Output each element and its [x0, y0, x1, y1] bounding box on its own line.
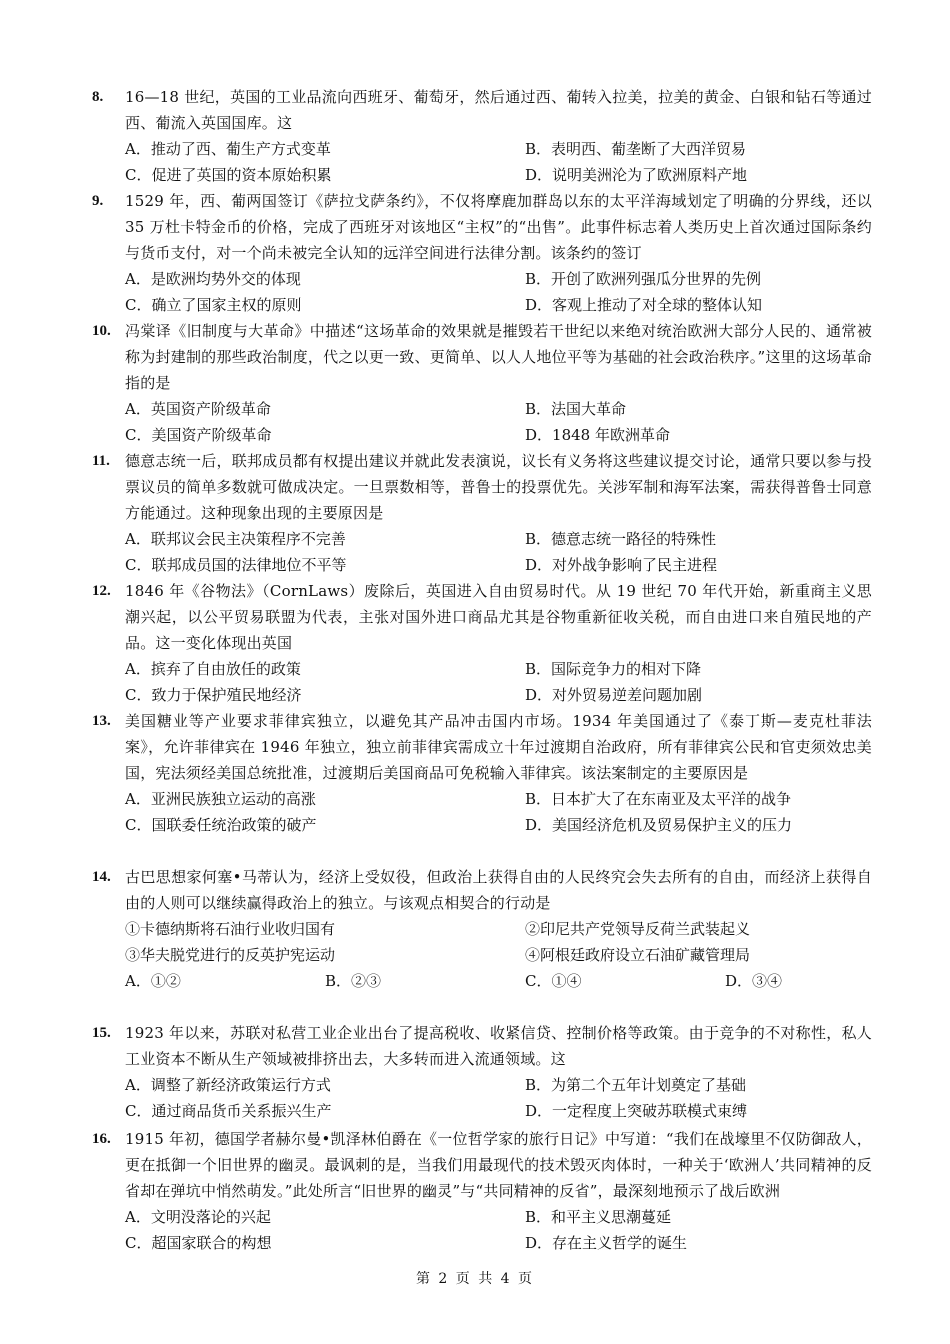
question-14 [92, 864, 872, 994]
option-a: A．摈弃了自由放任的政策 [125, 660, 301, 678]
question-15 [92, 1020, 872, 1124]
option-b: B．国际竞争力的相对下降 [525, 660, 702, 678]
question-stem: 德意志统一后，联邦成员都有权提出建议并就此发表演说，议长有义务将这些建议提交讨论，通常只要以参与投票议员的简单多数就可做成决定。一旦票数相等，普鲁士的投票优先。关涉军制和海军法案，需获得普鲁士同意方能通过。这种现象出现的主要原因是 [125, 452, 872, 522]
option-d: D．对外战争影响了民主进程 [525, 556, 718, 574]
option-b: B．和平主义思潮蔓延 [525, 1208, 672, 1226]
options [125, 786, 872, 838]
page-footer: 第 2 页 共 4 页 [415, 1271, 535, 1287]
option-b: B．日本扩大了在东南亚及太平洋的战争 [525, 790, 792, 808]
options [125, 396, 872, 448]
options [125, 136, 872, 188]
option-a: A．推动了西、葡生产方式变革 [125, 140, 331, 158]
question-number: 9. [92, 193, 104, 209]
option-c: C．美国资产阶级革命 [125, 426, 272, 444]
option-d: D．一定程度上突破苏联模式束缚 [525, 1102, 748, 1120]
option-a: A．英国资产阶级革命 [125, 400, 271, 418]
question-number: 15. [92, 1025, 111, 1041]
option-c: C．①④ [525, 972, 582, 990]
question-stem: 1915 年初，德国学者赫尔曼•凯泽林伯爵在《一位哲学家的旅行日记》中写道：“我们在战壕里不仅防御敌人，更在抵御一个旧世界的幽灵。最讽刺的是，当我们用最现代的技术毁灭肉体时，一种关于‘欧洲人’共同精神的反省却在弹坑中悄然萌发。”此处所言“旧世界的幽灵”与“共同精神的反省”，最深刻地预示了战后欧洲 [125, 1130, 872, 1200]
option-a: A．联邦议会民主决策程序不完善 [125, 530, 346, 548]
question-8 [92, 84, 872, 188]
question-13 [92, 708, 872, 838]
question-10 [92, 318, 872, 448]
option-c: C．超国家联合的构想 [125, 1234, 272, 1252]
question-11 [92, 448, 872, 578]
question-stem: 1923 年以来，苏联对私营工业企业出台了提高税收、收紧信贷、控制价格等政策。由于竞争的不对称性，私人工业资本不断从生产领域被排挤出去，大多转而进入流通领域。这 [125, 1024, 872, 1068]
statement-2: ②印尼共产党领导反荷兰武装起义 [525, 920, 751, 938]
question-number: 16. [92, 1131, 111, 1147]
question-number: 10. [92, 323, 111, 339]
option-d: D．对外贸易逆差问题加剧 [525, 686, 703, 704]
option-c: C．联邦成员国的法律地位不平等 [125, 556, 347, 574]
option-c: C．确立了国家主权的原则 [125, 296, 302, 314]
options [125, 656, 872, 708]
question-9 [92, 188, 872, 318]
option-b: B．开创了欧洲列强瓜分世界的先例 [525, 270, 762, 288]
option-c: C．致力于保护殖民地经济 [125, 686, 302, 704]
statement-4: ④阿根廷政府设立石油矿藏管理局 [525, 946, 751, 964]
question-stem: 冯棠译《旧制度与大革命》中描述“这场革命的效果就是摧毁若干世纪以来绝对统治欧洲大部分人民的、通常被称为封建制的那些政治制度，代之以更一致、更简单、以人人地位平等为基础的社会政治秩序。”这里的这场革命指的是 [125, 322, 872, 392]
option-b: B．表明西、葡垄断了大西洋贸易 [525, 140, 747, 158]
options [125, 526, 872, 578]
option-b: B．②③ [325, 972, 382, 990]
option-a: A．调整了新经济政策运行方式 [125, 1076, 331, 1094]
options [125, 266, 872, 318]
question-16 [92, 1126, 872, 1256]
option-d: D．存在主义哲学的诞生 [525, 1234, 688, 1252]
question-number: 8. [92, 89, 104, 105]
statements [125, 916, 872, 968]
question-12 [92, 578, 872, 708]
option-d: D．说明美洲沦为了欧洲原料产地 [525, 166, 748, 184]
option-d: D．客观上推动了对全球的整体认知 [525, 296, 763, 314]
question-stem: 1846 年《谷物法》（CornLaws）废除后，英国进入自由贸易时代。从 19 世纪 70 年代开始，新重商主义思潮兴起，以公平贸易联盟为代表，主张对国外进口商品尤其是谷物重新征收关税，而自由进口来自殖民地的产品。这一变化体现出英国 [125, 582, 872, 652]
option-b: B．法国大革命 [525, 400, 627, 418]
statement-1: ①卡德纳斯将石油行业收归国有 [125, 920, 336, 938]
question-stem: 古巴思想家何塞•马蒂认为，经济上受奴役，但政治上获得自由的人民终究会失去所有的自由，而经济上获得自由的人则可以继续赢得政治上的独立。与该观点相契合的行动是 [125, 868, 872, 912]
option-d: D．1848 年欧洲革命 [525, 426, 670, 444]
option-c: C．通过商品货币关系振兴生产 [125, 1102, 332, 1120]
options [125, 1204, 872, 1256]
question-number: 12. [92, 583, 111, 599]
option-a: A．亚洲民族独立运动的高涨 [125, 790, 316, 808]
option-c: C．国联委任统治政策的破产 [125, 816, 317, 834]
option-a: A．是欧洲均势外交的体现 [125, 270, 301, 288]
question-stem: 1529 年，西、葡两国签订《萨拉戈萨条约》，不仅将摩鹿加群岛以东的太平洋海域划定了明确的分界线，还以 35 万杜卡特金币的价格，完成了西班牙对该地区“主权”的“出售”。此事件标志着人类历史上首次通过国际条约与货币支付，对一个尚未被完全认知的远洋空间进行法律分割。该条约的签订 [125, 192, 872, 262]
options [125, 1072, 872, 1124]
option-a: A．文明没落论的兴起 [125, 1208, 271, 1226]
question-number: 11. [92, 453, 110, 469]
question-number: 13. [92, 713, 111, 729]
option-c: C．促进了英国的资本原始积累 [125, 166, 332, 184]
question-stem: 美国糖业等产业要求菲律宾独立，以避免其产品冲击国内市场。1934 年美国通过了《泰丁斯—麦克杜菲法案》，允许菲律宾在 1946 年独立，独立前菲律宾需成立十年过渡期自治政府，所有菲律宾公民和官吏须效忠美国，宪法须经美国总统批准，过渡期后美国商品可免税输入菲律宾。该法案制定的主要原因是 [125, 712, 872, 782]
option-d: D．美国经济危机及贸易保护主义的压力 [525, 816, 793, 834]
option-b: B．为第二个五年计划奠定了基础 [525, 1076, 747, 1094]
statement-3: ③华夫脱党进行的反英护宪运动 [125, 946, 336, 964]
option-b: B．德意志统一路径的特殊性 [525, 530, 717, 548]
option-d: D．③④ [725, 972, 783, 990]
options [125, 968, 872, 994]
option-a: A．①② [125, 972, 181, 990]
question-number: 14. [92, 869, 111, 885]
question-stem: 16—18 世纪，英国的工业品流向西班牙、葡萄牙，然后通过西、葡转入拉美，拉美的黄金、白银和钻石等通过西、葡流入英国国库。这 [125, 88, 872, 132]
